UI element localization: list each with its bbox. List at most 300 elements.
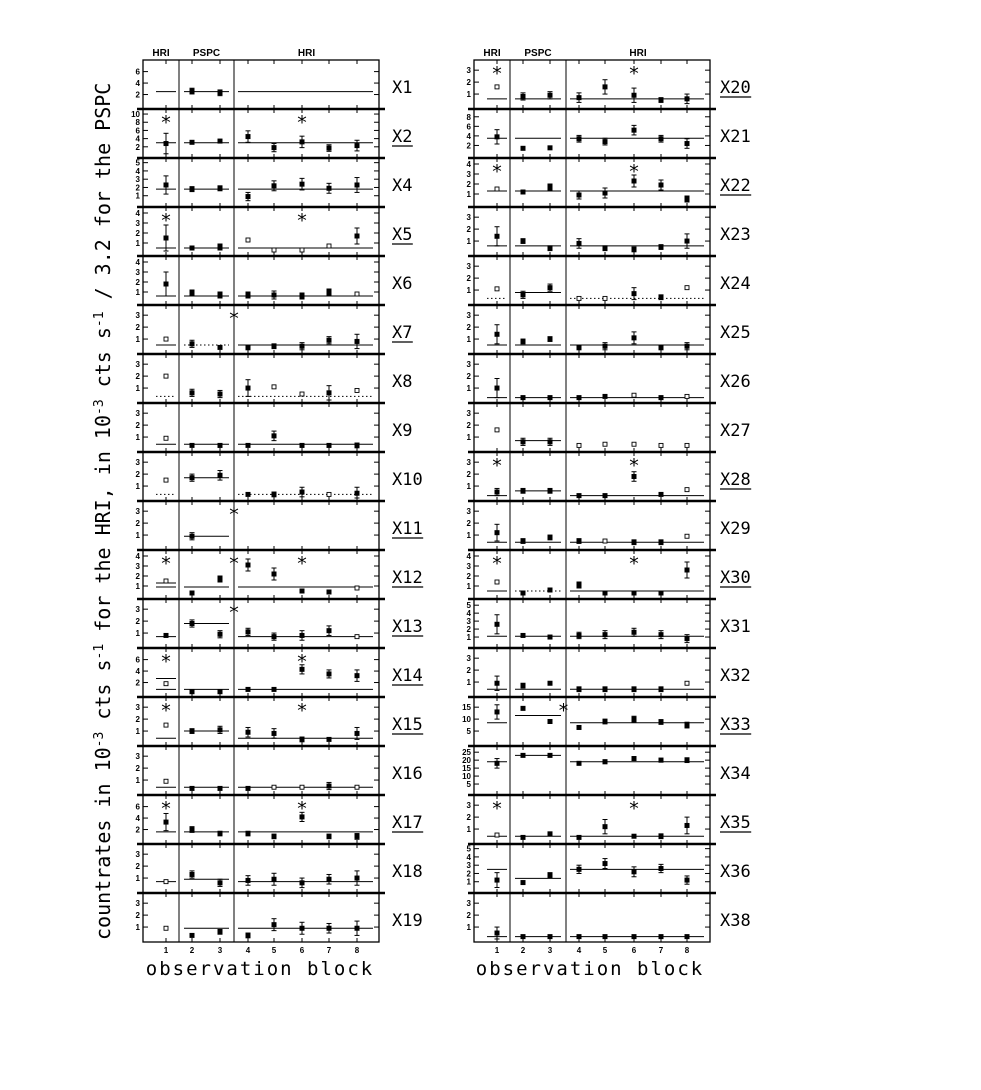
y-tick-label: 2 — [466, 572, 471, 581]
data-point — [218, 577, 223, 582]
data-point — [632, 934, 637, 939]
source-label: X36 — [720, 862, 751, 882]
y-tick-label: 3 — [135, 311, 140, 321]
y-tick-label: 10 — [131, 110, 140, 120]
data-point — [300, 443, 305, 448]
data-point — [327, 926, 332, 931]
upper-limit-point — [272, 385, 276, 389]
y-tick-label: 1 — [466, 877, 471, 887]
y-tick-label: 1 — [466, 482, 471, 492]
variability-star: * — [558, 700, 569, 722]
upper-limit-point — [164, 579, 168, 583]
data-point — [495, 234, 500, 239]
data-point — [495, 761, 500, 766]
data-point — [246, 492, 251, 497]
y-tick-label: 2 — [466, 911, 471, 921]
data-point — [548, 488, 553, 493]
data-point — [190, 689, 195, 694]
data-point — [164, 820, 169, 825]
panel-x20 — [467, 60, 752, 109]
y-tick-label: 3 — [466, 213, 471, 223]
y-tick-label: 1 — [135, 239, 140, 248]
group-header-hri: HRI — [483, 48, 501, 59]
panel-x26 — [467, 354, 751, 403]
y-tick-label: 3 — [135, 899, 140, 909]
data-point — [495, 931, 500, 936]
data-point — [577, 761, 582, 766]
data-point — [164, 282, 169, 287]
source-label: X5 — [392, 225, 413, 245]
data-point — [632, 630, 637, 635]
panel-x4 — [136, 158, 413, 207]
data-point — [577, 583, 582, 588]
variability-star: * — [297, 112, 307, 134]
x-tick-label: 7 — [658, 946, 664, 955]
x-tick-label: 5 — [602, 946, 608, 955]
data-point — [632, 717, 637, 722]
x-tick-label: 3 — [217, 946, 223, 955]
data-point — [659, 758, 664, 763]
y-tick-label: 2 — [135, 825, 140, 835]
upper-limit-point — [632, 442, 636, 446]
data-point — [548, 635, 553, 640]
data-point — [218, 786, 223, 791]
data-point — [521, 94, 526, 99]
y-tick-label: 3 — [135, 360, 140, 370]
panel-x8 — [136, 354, 413, 403]
y-tick-label: 4 — [466, 552, 471, 561]
data-point — [632, 869, 637, 874]
y-tick-label: 2 — [466, 666, 471, 676]
panel-x21 — [467, 109, 751, 158]
data-point — [577, 345, 582, 350]
data-point — [246, 786, 251, 791]
data-point — [218, 345, 223, 350]
y-tick-label: 1 — [466, 825, 471, 835]
group-header-pspc: PSPC — [524, 48, 552, 59]
data-point — [521, 633, 526, 638]
data-point — [577, 934, 582, 939]
upper-limit-point — [355, 292, 359, 296]
panel-x34 — [462, 746, 751, 795]
panel-x9 — [136, 403, 413, 452]
data-point — [632, 247, 637, 252]
data-point — [355, 143, 360, 148]
data-point — [327, 290, 332, 295]
y-tick-label: 10 — [462, 715, 471, 725]
upper-limit-point — [164, 779, 168, 783]
data-point — [603, 861, 608, 866]
upper-limit-point — [495, 833, 499, 837]
y-tick-label: 4 — [466, 160, 471, 169]
data-point — [272, 922, 277, 927]
data-point — [190, 786, 195, 791]
y-tick-label: 1 — [466, 190, 471, 199]
data-point — [521, 880, 526, 885]
data-point — [355, 926, 360, 931]
y-tick-label: 5 — [466, 780, 471, 790]
data-point — [521, 190, 526, 195]
group-header-pspc: PSPC — [192, 48, 221, 59]
panel-x7 — [136, 305, 413, 354]
data-point — [190, 827, 195, 832]
x-tick-label: 2 — [520, 946, 526, 955]
upper-limit-point — [272, 785, 276, 789]
upper-limit-point — [577, 296, 581, 300]
y-tick-label: 2 — [466, 421, 471, 431]
data-point — [164, 141, 169, 146]
y-tick-label: 3 — [466, 170, 471, 179]
data-point — [659, 245, 664, 250]
variability-star: * — [297, 553, 307, 575]
y-tick-label: 1 — [135, 727, 140, 737]
source-label: X13 — [392, 617, 423, 637]
data-point — [355, 731, 360, 736]
upper-limit-point — [355, 785, 359, 789]
variability-star: * — [629, 161, 639, 183]
y-tick-label: 2 — [466, 470, 471, 480]
data-point — [577, 241, 582, 246]
variability-star: * — [161, 700, 171, 722]
y-tick-label: 2 — [135, 142, 140, 152]
panel-x6 — [136, 256, 413, 305]
data-point — [548, 145, 553, 150]
data-point — [632, 540, 637, 545]
data-point — [495, 490, 500, 495]
data-point — [327, 590, 332, 595]
y-tick-label: 6 — [135, 655, 140, 665]
source-label: X17 — [392, 813, 423, 833]
data-point — [521, 753, 526, 758]
right-panel-column — [462, 48, 751, 955]
y-tick-label: 1 — [466, 335, 471, 345]
source-label: X24 — [720, 274, 751, 294]
data-point — [659, 540, 664, 545]
y-tick-label: 3 — [135, 268, 140, 277]
data-point — [246, 629, 251, 634]
source-label: X7 — [392, 323, 413, 343]
source-label: X12 — [392, 568, 423, 588]
data-point — [548, 337, 553, 342]
data-point — [603, 934, 608, 939]
source-label: X9 — [392, 421, 413, 441]
upper-limit-point — [495, 287, 499, 291]
data-point — [495, 332, 500, 337]
data-point — [495, 134, 500, 139]
data-point — [300, 182, 305, 187]
upper-limit-point — [685, 681, 689, 685]
source-label: X4 — [392, 176, 413, 196]
data-point — [190, 443, 195, 448]
data-point — [190, 291, 195, 296]
x-tick-label: 7 — [326, 946, 332, 955]
data-point — [685, 636, 690, 641]
x-tick-label: 1 — [494, 946, 500, 955]
variability-star: * — [297, 798, 307, 820]
y-tick-label: 3 — [466, 801, 471, 811]
y-tick-label: 6 — [135, 126, 140, 136]
upper-limit-point — [355, 586, 359, 590]
source-label: X6 — [392, 274, 413, 294]
y-tick-label: 4 — [135, 79, 140, 89]
data-point — [190, 621, 195, 626]
x-tick-label: 6 — [631, 946, 637, 955]
data-point — [355, 834, 360, 839]
data-point — [355, 339, 360, 344]
source-label: X10 — [392, 470, 423, 490]
y-tick-label: 2 — [135, 715, 140, 725]
panel-x29 — [467, 501, 751, 550]
data-point — [659, 834, 664, 839]
data-point — [218, 632, 223, 637]
source-label: X11 — [392, 519, 423, 539]
data-point — [548, 395, 553, 400]
y-tick-label: 2 — [135, 372, 140, 382]
data-point — [632, 291, 637, 296]
data-point — [218, 392, 223, 397]
source-label: X28 — [720, 470, 751, 490]
y-tick-label: 2 — [466, 625, 471, 635]
y-tick-label: 1 — [135, 335, 140, 345]
data-point — [218, 929, 223, 934]
y-tick-label: 1 — [135, 433, 140, 443]
upper-limit-point — [685, 394, 689, 398]
source-label: X14 — [392, 666, 423, 686]
y-tick-label: 4 — [135, 166, 140, 176]
data-point — [521, 539, 526, 544]
data-point — [164, 633, 169, 638]
data-point — [218, 880, 223, 885]
x-tick-label: 6 — [299, 946, 305, 955]
panel-x5 — [136, 207, 413, 256]
y-tick-label: 1 — [135, 288, 140, 297]
data-point — [632, 335, 637, 340]
data-point — [603, 719, 608, 724]
y-tick-label: 3 — [135, 752, 140, 762]
y-tick-label: 4 — [466, 131, 471, 141]
data-point — [272, 492, 277, 497]
data-point — [548, 588, 553, 593]
y-tick-label: 1 — [466, 433, 471, 443]
data-point — [246, 687, 251, 692]
data-point — [495, 622, 500, 627]
source-label: X32 — [720, 666, 751, 686]
data-point — [190, 475, 195, 480]
data-point — [218, 443, 223, 448]
y-tick-label: 1 — [466, 678, 471, 688]
data-point — [355, 443, 360, 448]
data-point — [327, 443, 332, 448]
variability-star: * — [629, 798, 639, 820]
panel-x36 — [467, 844, 751, 893]
upper-limit-point — [603, 539, 607, 543]
data-point — [548, 753, 553, 758]
data-point — [218, 689, 223, 694]
data-point — [603, 591, 608, 596]
y-tick-label: 4 — [135, 209, 140, 218]
data-point — [246, 878, 251, 883]
data-point — [246, 730, 251, 735]
data-point — [218, 90, 223, 95]
data-point — [659, 395, 664, 400]
data-point — [521, 292, 526, 297]
y-tick-label: 3 — [135, 605, 140, 615]
data-point — [272, 293, 277, 298]
x-axis-label-right: observation block — [475, 958, 705, 980]
data-point — [577, 539, 582, 544]
panel-x25 — [467, 305, 751, 354]
group-header-hri: HRI — [152, 48, 170, 59]
data-point — [246, 443, 251, 448]
panel-x24 — [467, 256, 751, 305]
y-tick-label: 5 — [466, 844, 471, 854]
y-tick-label: 6 — [466, 122, 471, 132]
data-point — [577, 725, 582, 730]
data-point — [685, 758, 690, 763]
data-point — [190, 140, 195, 145]
panel-x22 — [467, 158, 752, 207]
y-tick-label: 1 — [466, 384, 471, 394]
y-tick-label: 2 — [135, 764, 140, 774]
data-point — [190, 390, 195, 395]
y-tick-label: 1 — [135, 776, 140, 786]
data-point — [659, 866, 664, 871]
data-point — [190, 933, 195, 938]
data-point — [659, 492, 664, 497]
y-tick-label: 6 — [135, 67, 140, 77]
y-tick-label: 1 — [466, 286, 471, 296]
data-point — [327, 146, 332, 151]
source-label: X22 — [720, 176, 751, 196]
data-point — [190, 341, 195, 346]
data-point — [495, 709, 500, 714]
data-point — [272, 344, 277, 349]
y-tick-label: 2 — [135, 862, 140, 872]
data-point — [548, 439, 553, 444]
y-tick-label: 2 — [466, 141, 471, 151]
y-tick-label: 3 — [466, 654, 471, 664]
y-tick-label: 1 — [135, 384, 140, 394]
data-point — [577, 633, 582, 638]
variability-star: * — [629, 553, 639, 575]
data-point — [521, 146, 526, 151]
data-point — [685, 239, 690, 244]
data-point — [246, 194, 251, 199]
data-point — [327, 338, 332, 343]
upper-limit-point — [272, 248, 276, 252]
data-point — [521, 395, 526, 400]
y-tick-label: 2 — [135, 421, 140, 431]
y-tick-label: 5 — [135, 158, 140, 168]
data-point — [272, 834, 277, 839]
y-tick-label: 2 — [466, 372, 471, 382]
data-point — [603, 394, 608, 399]
data-point — [246, 831, 251, 836]
data-point — [190, 246, 195, 251]
data-point — [300, 737, 305, 742]
panel-x28 — [467, 452, 752, 501]
data-point — [548, 831, 553, 836]
variability-star: * — [629, 455, 639, 477]
data-point — [548, 185, 553, 190]
variability-star: * — [297, 210, 307, 232]
source-label: X31 — [720, 617, 751, 637]
y-tick-label: 4 — [135, 667, 140, 677]
upper-limit-point — [495, 85, 499, 89]
data-point — [272, 687, 277, 692]
y-tick-label: 25 — [462, 748, 471, 758]
data-point — [327, 186, 332, 191]
data-point — [603, 632, 608, 637]
upper-limit-point — [659, 443, 663, 447]
upper-limit-point — [164, 374, 168, 378]
y-tick-label: 4 — [466, 852, 471, 862]
data-point — [577, 493, 582, 498]
y-tick-label: 2 — [135, 678, 140, 688]
upper-limit-point — [164, 926, 168, 930]
data-point — [548, 681, 553, 686]
y-tick-label: 3 — [466, 617, 471, 627]
data-point — [521, 835, 526, 840]
data-point — [659, 345, 664, 350]
data-point — [218, 831, 223, 836]
source-label: X27 — [720, 421, 751, 441]
upper-limit-point — [327, 492, 331, 496]
data-point — [685, 878, 690, 883]
x-tick-label: 8 — [354, 946, 360, 955]
upper-limit-point — [685, 534, 689, 538]
y-tick-label: 4 — [135, 814, 140, 824]
y-tick-label: 2 — [466, 323, 471, 333]
y-tick-label: 2 — [135, 470, 140, 480]
data-point — [521, 239, 526, 244]
x-tick-label: 2 — [189, 946, 195, 955]
source-label: X26 — [720, 372, 751, 392]
data-point — [521, 439, 526, 444]
data-point — [685, 823, 690, 828]
data-point — [272, 572, 277, 577]
y-tick-label: 2 — [135, 183, 140, 193]
source-label: X29 — [720, 519, 751, 539]
data-point — [190, 89, 195, 94]
data-point — [603, 246, 608, 251]
data-point — [300, 344, 305, 349]
variability-star: * — [492, 63, 502, 85]
y-tick-label: 3 — [135, 562, 140, 571]
panel-x33 — [462, 697, 751, 746]
data-point — [300, 926, 305, 931]
variability-star: * — [229, 504, 239, 526]
y-tick-label: 20 — [462, 756, 471, 766]
y-tick-label: 3 — [466, 409, 471, 419]
upper-limit-point — [300, 392, 304, 396]
variability-star: * — [629, 63, 639, 85]
data-point — [327, 784, 332, 789]
x-tick-label: 8 — [684, 946, 690, 955]
data-point — [659, 183, 664, 188]
panel-x38 — [467, 893, 751, 942]
data-point — [246, 345, 251, 350]
data-point — [548, 873, 553, 878]
data-point — [521, 934, 526, 939]
y-tick-label: 3 — [466, 360, 471, 370]
data-point — [548, 246, 553, 251]
data-point — [272, 433, 277, 438]
data-point — [246, 386, 251, 391]
data-point — [577, 835, 582, 840]
y-tick-label: 1 — [135, 482, 140, 492]
x-tick-label: 4 — [576, 946, 582, 955]
